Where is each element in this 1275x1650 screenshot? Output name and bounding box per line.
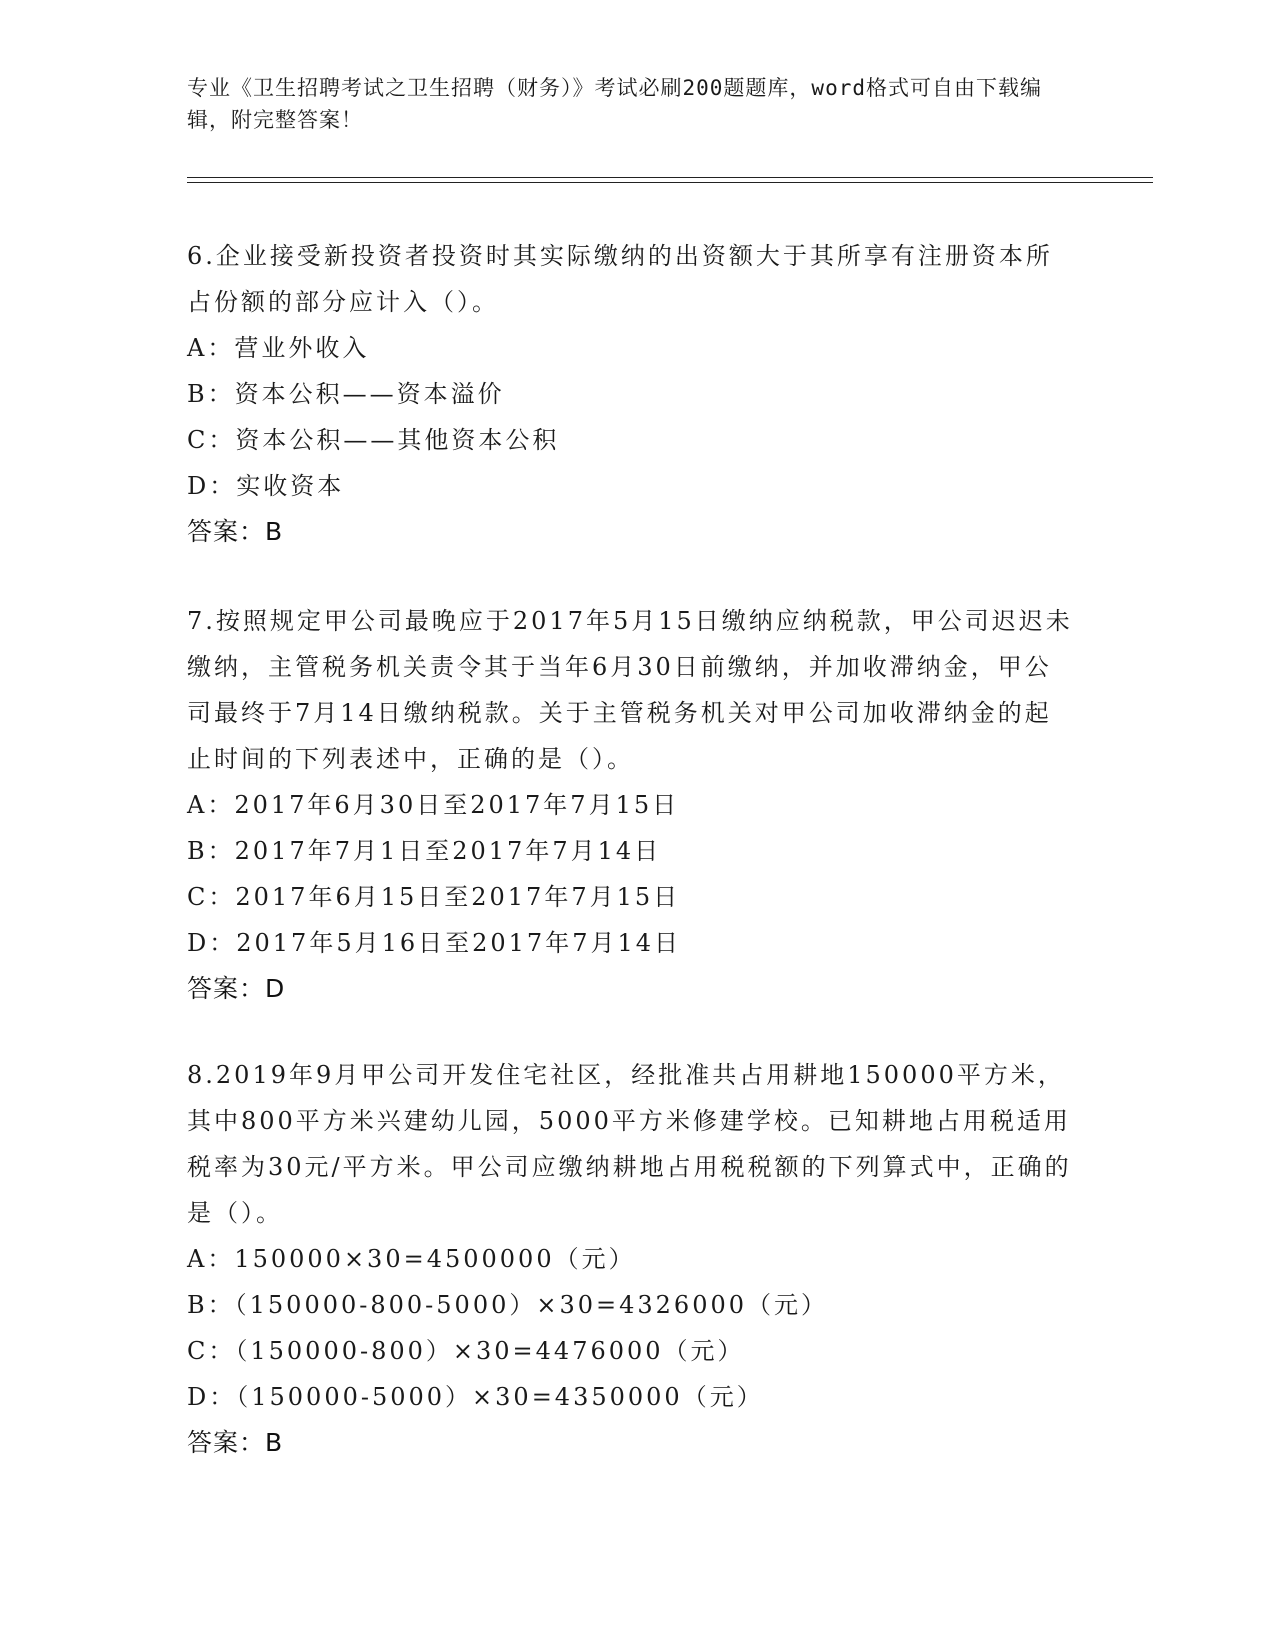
question-stem: 7.按照规定甲公司最晚应于2017年5月15日缴纳应纳税款，甲公司迟迟未缴纳，主管税务机关责令其于当年6月30日前缴纳，并加收滞纳金，甲公司最终于7月14日缴纳税款。关于主管税务机关对甲公司加收滞纳金的起止时间的下列表述中，正确的是（）。	[187, 607, 1073, 773]
header-divider-top	[187, 177, 1153, 178]
option-c: C：（150000-800）×30=4476000（元）	[187, 1337, 745, 1365]
option-b: B：资本公积——资本溢价	[187, 380, 505, 408]
answer-line: 答案：B	[187, 1428, 284, 1457]
question-stem: 8.2019年9月甲公司开发住宅社区，经批准共占用耕地150000平方米，其中800平方米兴建幼儿园，5000平方米修建学校。已知耕地占用税适用税率为30元/平方米。甲公司应缴纳耕地占用税税额的下列算式中，正确的是（）。	[187, 1061, 1072, 1227]
answer-line: 答案：D	[187, 974, 286, 1003]
option-d: D：（150000-5000）×30=4350000（元）	[187, 1383, 764, 1411]
option-a: A：150000×30=4500000（元）	[187, 1245, 636, 1273]
question-6	[187, 233, 1077, 555]
option-a: A：2017年6月30日至2017年7月15日	[187, 791, 680, 819]
question-7	[187, 598, 1077, 1012]
question-stem: 6.企业接受新投资者投资时其实际缴纳的出资额大于其所享有注册资本所占份额的部分应计入（）。	[187, 242, 1053, 316]
option-c: C：2017年6月15日至2017年7月15日	[187, 883, 681, 911]
answer-line: 答案：B	[187, 517, 284, 546]
document-intro: 专业《卫生招聘考试之卫生招聘（财务）》考试必刷200题题库，word格式可自由下载编辑，附完整答案！	[187, 76, 1042, 132]
option-c: C：资本公积——其他资本公积	[187, 426, 560, 454]
option-a: A：营业外收入	[187, 334, 370, 362]
header-divider-bottom	[187, 182, 1153, 183]
option-b: B：（150000-800-5000）×30=4326000（元）	[187, 1291, 829, 1319]
option-d: D：2017年5月16日至2017年7月14日	[187, 929, 682, 957]
option-d: D：实收资本	[187, 472, 345, 500]
question-8	[187, 1052, 1077, 1466]
option-b: B：2017年7月1日至2017年7月14日	[187, 837, 662, 865]
